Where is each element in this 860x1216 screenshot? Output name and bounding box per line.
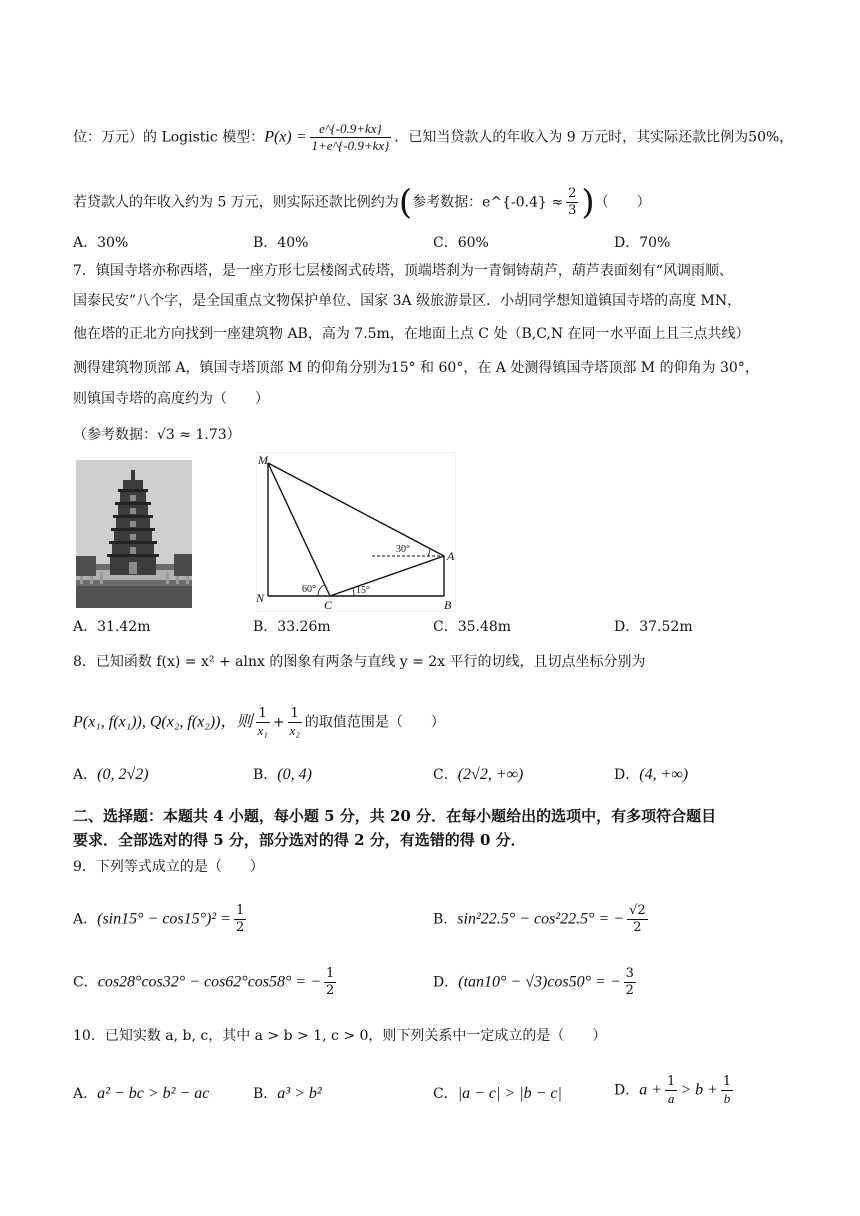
q9-option-d: D．(tan10° − √3)cos50° = − $\frac{3}{2}$ [433, 966, 634, 998]
q6-ref-den: 3 [568, 203, 577, 218]
label-M: M [258, 453, 268, 467]
q8-line2: P(x₁, f(x₁)), Q(x₂, f(x₂))，则 $\frac{1}{\text{x₁}}$ + $\frac{1}{\text{x₂}}$ 的取值范围是（ ） [73, 706, 445, 738]
q6-frac-den: 1+e^{-0.9+kx} [311, 138, 390, 153]
q7-line1: 7．镇国寺塔亦称西塔，是一座方形七层楼阁式砖塔，顶端塔刹为一青铜铸葫芦，葫芦表面刻有“风调雨顺、 [73, 263, 734, 279]
label-angle60: 60° [302, 584, 316, 595]
q6-formula-lhs: P(x) = [264, 128, 307, 146]
q10-option-d: D．a + $\frac{1}{a}$ > b + $\frac{1}{b}$ [614, 1074, 732, 1106]
q7-line5: 则镇国寺塔的高度约为（ ） [73, 391, 269, 407]
q9-option-c: C．cos28°cos32° − cos62°cos58° = − $\frac{1}{2}$ [73, 966, 335, 998]
q6-line1 [73, 121, 793, 154]
q7-line4: 测得建筑物顶部 A，镇国寺塔顶部 M 的仰角分别为15° 和 60°，在 A 处测得镇国寺塔顶部 M 的仰角为 30°， [73, 360, 759, 376]
q7-option-d: D．37.52m [614, 619, 693, 635]
q7-option-b: B．33.26m [253, 619, 331, 635]
q7-line2: 国泰民安”八个字，是全国重点文物保护单位、国家 3A 级旅游景区．小胡同学想知道镇国寺塔的高度 MN， [73, 293, 742, 309]
q6-line2-text: 若贷款人的年收入约为 5 万元，则实际还款比例约为 [73, 194, 399, 211]
q6-formula-fraction [310, 121, 392, 154]
label-N: N [256, 591, 265, 605]
q6-option-b: B．40% [253, 235, 309, 251]
q8-points: P(x₁, f(x₁)), Q(x₂, f(x₂))，则 [73, 713, 253, 731]
label-angle15: 15° [356, 585, 370, 596]
q8-fraction-2: $\frac{1}{\text{x₂}}$ [289, 706, 300, 738]
q6-text-a: 位：万元）的 Logistic 模型： [73, 129, 265, 146]
label-C: C [324, 598, 333, 612]
q6-option-d: D．70% [614, 235, 671, 251]
q8-fraction-1: $\frac{1}{\text{x₁}}$ [257, 706, 268, 738]
label-angle30: 30° [396, 544, 410, 555]
q8-question-text: 的取值范围是（ ） [304, 714, 445, 731]
q8-option-d: D．(4, +∞) [614, 766, 689, 783]
q7-line3: 他在塔的正北方向找到一座建筑物 AB，高为 7.5m，在地面上点 C 处（B,C,N 在同一水平面上且三点共线） [73, 326, 750, 342]
q6-answer-blank: （ ） [594, 194, 651, 211]
q8-option-b: B．(0, 4) [253, 766, 312, 783]
q7-option-a: A．31.42m [73, 619, 151, 635]
q7-reference: （参考数据：√3 ≈ 1.73） [73, 427, 241, 443]
label-A: A [447, 549, 455, 563]
q8-line1: 8．已知函数 f(x) = x² + alnx 的图象有两条与直线 y = 2x 平行的切线，且切点坐标分别为 [73, 654, 646, 670]
q7-option-c: C．35.48m [433, 619, 512, 635]
q9-option-b: B．sin²22.5° − cos²22.5° = − $\frac{√2}{2}$ [433, 903, 646, 935]
q10-option-a: A．a² − bc > b² − ac [73, 1085, 210, 1102]
q6-frac-num: e^{-0.9+kx} [310, 121, 392, 138]
q6-ref-num: 2 [568, 186, 577, 201]
q6-option-c: C．60% [433, 235, 489, 251]
q10-stem: 10．已知实数 a, b, c，其中 a > b > 1, c > 0，则下列关系中一定成立的是（ ） [73, 1028, 607, 1044]
q6-line2: 若贷款人的年收入约为 5 万元，则实际还款比例约为(参考数据：e^{-0.4} ≈ $\frac{2}{3}$ )（ ） [73, 182, 651, 223]
label-B: B [444, 598, 452, 612]
q6-option-a: A．30% [73, 235, 129, 251]
q10-option-c: C．|a − c| > |b − c| [433, 1085, 562, 1102]
q9-option-a: A．(sin15° − cos15°)² = $\frac{1}{2}$ [73, 903, 245, 935]
section2-heading-line1: 二、选择题：本题共 4 小题，每小题 5 分，共 20 分．在每小题给出的选项中，有多项符合题目 [73, 807, 717, 825]
section2-heading-line2: 要求．全部选对的得 5 分，部分选对的得 2 分，有选错的得 0 分． [73, 831, 526, 849]
q10-option-b: B．a³ > b² [253, 1085, 322, 1102]
q6-text-b: ．已知当贷款人的年收入为 9 万元时，其实际还款比例为50%， [394, 129, 794, 146]
q6-reference-data: 参考数据：e^{-0.4} ≈ [412, 194, 564, 211]
pagoda-photo [76, 460, 192, 608]
q6-ref-fraction [566, 186, 578, 219]
q9-stem: 9．下列等式成立的是（ ） [73, 859, 264, 875]
q8-option-c: C．(2√2, +∞) [433, 766, 524, 783]
q8-option-a: A．(0, 2√2) [73, 766, 149, 783]
tower-diagram [256, 452, 456, 612]
